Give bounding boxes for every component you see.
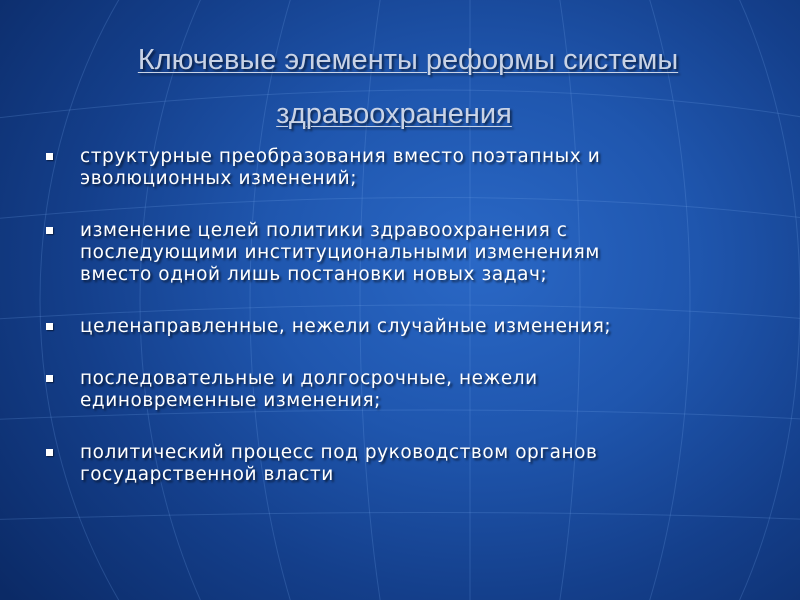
square-bullet-icon [46, 227, 53, 234]
bullet-text-line: государственной власти [80, 464, 334, 485]
square-bullet-icon [46, 323, 53, 330]
bullet-item [44, 442, 744, 486]
bullet-text-line: политический процесс под руководством органов [80, 442, 598, 463]
slide-title-line-1: Ключевые элементы реформы системы [137, 44, 679, 76]
bullet-list [44, 146, 744, 486]
bullet-text-line: целенаправленные, нежели случайные изменения; [80, 316, 612, 337]
bullet-item [44, 316, 744, 338]
square-bullet-icon [46, 375, 53, 382]
bullet-text-line: единовременные изменения; [80, 390, 381, 411]
bullet-text-line: последовательные и долгосрочные, нежели [80, 368, 538, 389]
bullet-text-line: изменение целей политики здравоохранения с [80, 220, 568, 241]
bullet-text-line: вместо одной лишь постановки новых задач; [80, 264, 548, 285]
square-bullet-icon [46, 153, 53, 160]
square-bullet-icon [46, 449, 53, 456]
bullet-item [44, 220, 744, 286]
bullet-text-line: последующими институциональными изменениям [80, 242, 600, 263]
bullet-item [44, 368, 744, 412]
bullet-item [44, 146, 744, 190]
bullet-text-line: эволюционных изменений; [80, 168, 358, 189]
bullet-text-line: структурные преобразования вместо поэтапных и [80, 146, 601, 167]
slide-title-line-2: здравоохранения [276, 98, 512, 130]
